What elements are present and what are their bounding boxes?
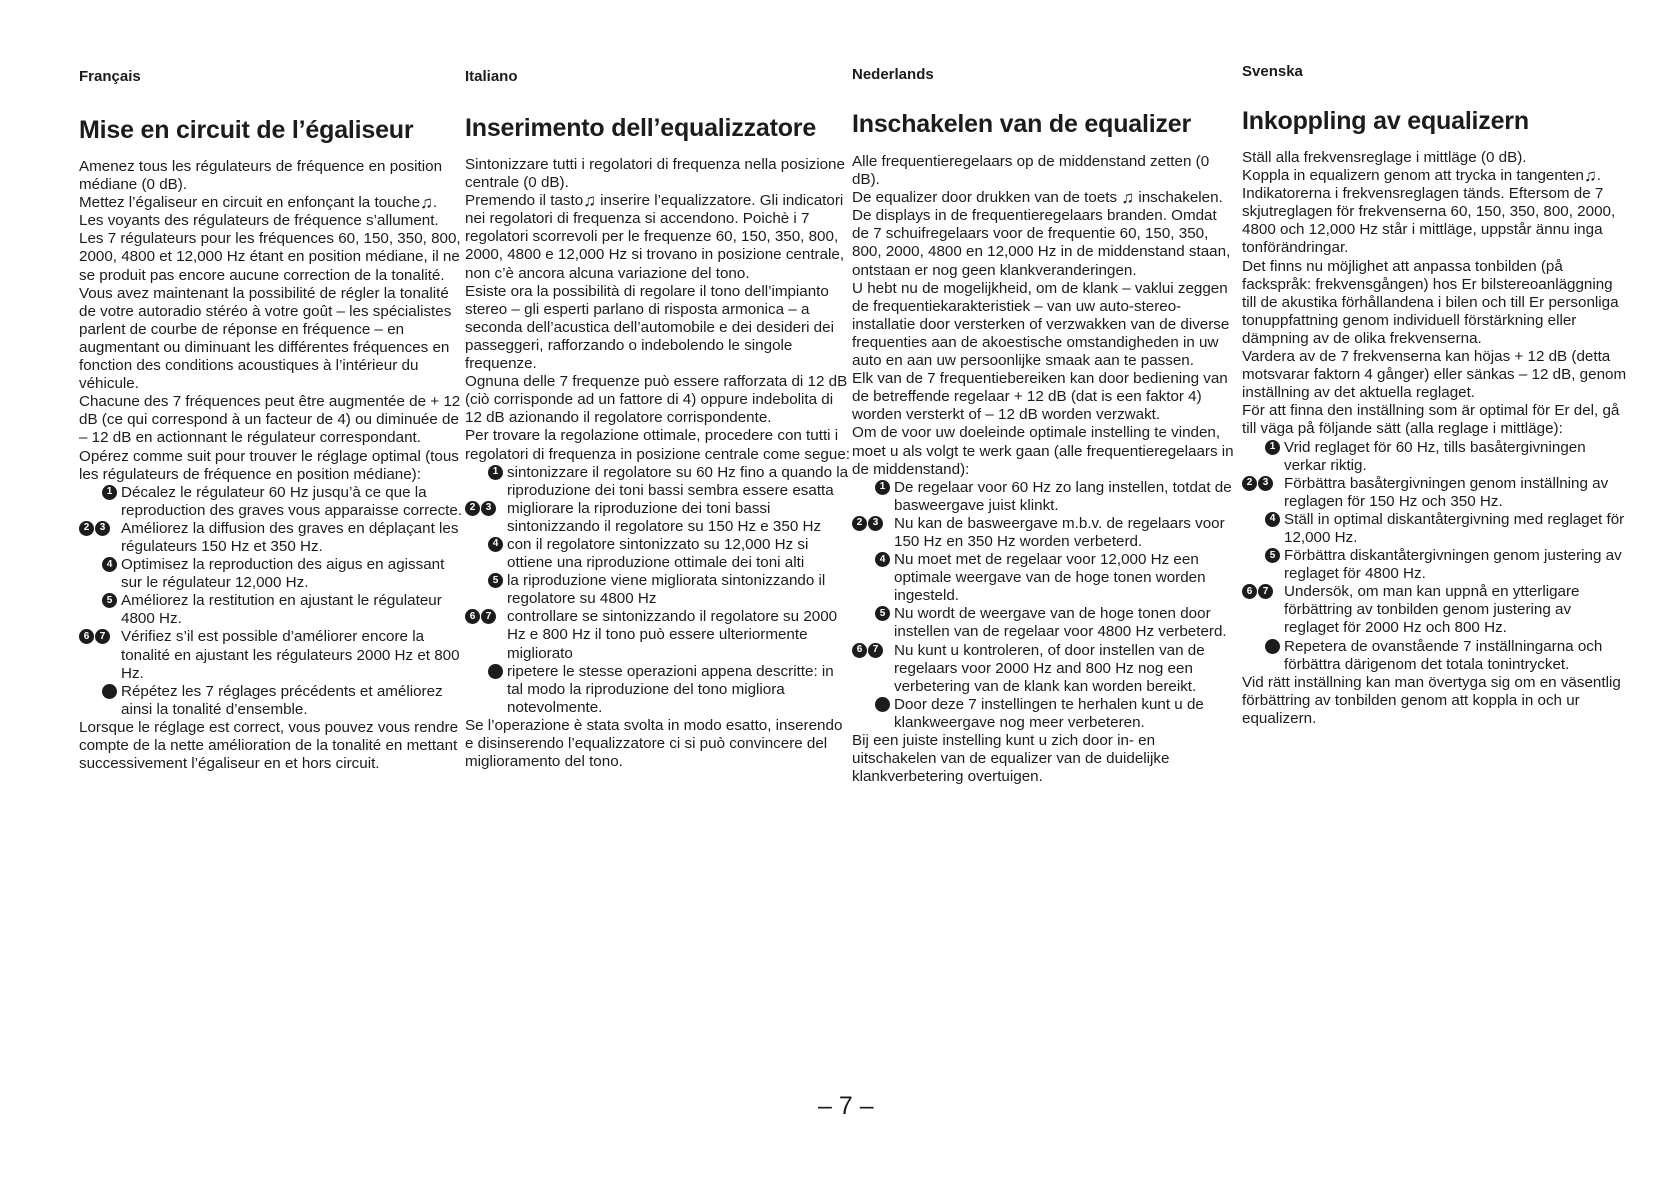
step-number-3-icon: 3 bbox=[95, 521, 110, 536]
step-item: 6 7 Nu kunt u kontroleren, of door instellen van de regelaars voor 2000 Hz and 800 Hz nog een verbetering van de klank kan worden bereikt. bbox=[852, 642, 1237, 696]
page-number: – 7 – bbox=[818, 1092, 874, 1120]
step-number-1-icon: 1 bbox=[102, 485, 117, 500]
step-item: 2 3 Améliorez la diffusion des graves en déplaçant les régulateurs 150 Hz et 350 Hz. bbox=[79, 520, 464, 556]
step-item: 6 7 Undersök, om man kan uppnå en ytterligare förbättring av tonbilden genom justering av reglaget för 2000 Hz och 800 Hz. bbox=[1242, 583, 1627, 637]
paragraph: Koppla in equalizern genom att trycka in tangenten♫. bbox=[1242, 166, 1601, 186]
step-number-6-icon: 6 bbox=[465, 609, 480, 624]
step-number-7-icon: 7 bbox=[481, 609, 496, 624]
step-bullet-icon bbox=[102, 684, 117, 699]
step-item: ripetere le stesse operazioni appena descritte: in tal modo la riproduzione del tono migliora notevolmente. bbox=[465, 663, 850, 717]
step-number-2-icon: 2 bbox=[465, 501, 480, 516]
step-number-7-icon: 7 bbox=[1258, 584, 1273, 599]
section-title: Mise en circuit de l’égaliseur bbox=[79, 116, 414, 144]
step-item: 4 Optimisez la reproduction des aigus en agissant sur le régulateur 12,000 Hz. bbox=[79, 556, 464, 592]
step-number-1-icon: 1 bbox=[488, 465, 503, 480]
music-note-key-icon: ♫ bbox=[1121, 188, 1135, 208]
step-number-7-icon: 7 bbox=[868, 643, 883, 658]
step-item: Répétez les 7 réglages précédents et améliorez ainsi la tonalité d’ensemble. bbox=[79, 683, 464, 719]
paragraph: Sintonizzare tutti i regolatori di frequenza nella posizione centrale (0 dB). bbox=[465, 156, 845, 192]
language-label: Svenska bbox=[1242, 63, 1303, 80]
step-number-1-icon: 1 bbox=[875, 480, 890, 495]
section-body bbox=[79, 158, 464, 773]
step-item: 1 Décalez le régulateur 60 Hz jusqu’à ce que la reproduction des graves vous apparaisse correcte. bbox=[79, 484, 464, 520]
paragraph: Amenez tous les régulateurs de fréquence en position médiane (0 dB). bbox=[79, 158, 443, 194]
step-number-6-icon: 6 bbox=[79, 629, 94, 644]
step-bullet-icon bbox=[1265, 639, 1280, 654]
step-number-4-icon: 4 bbox=[1265, 512, 1280, 527]
step-number-4-icon: 4 bbox=[488, 537, 503, 552]
step-number-5-icon: 5 bbox=[102, 593, 117, 608]
paragraph: Alle frequentieregelaars op de middenstand zetten (0 dB). bbox=[852, 153, 1210, 189]
step-number-6-icon: 6 bbox=[852, 643, 867, 658]
step-item: 2 3 Förbättra basåtergivningen genom inställning av reglagen för 150 Hz och 350 Hz. bbox=[1242, 475, 1627, 511]
paragraph: Ställ alla frekvensreglage i mittläge (0 dB). bbox=[1242, 149, 1527, 166]
step-number-7-icon: 7 bbox=[95, 629, 110, 644]
paragraph: Om de voor uw doeleinde optimale instelling te vinden, moet u als volgt te werk gaan (alle frequentieregelaars in de middenstand): bbox=[852, 424, 1234, 478]
section-body bbox=[1242, 149, 1627, 728]
section-body bbox=[465, 156, 850, 771]
paragraph: Vous avez maintenant la possibilité de régler la tonalité de votre autoradio stéréo à votre goût – les spécialistes parlent de courbe de réponse en fréquence – en augmentant ou diminuant les différentes fréquences en fonction des conditions acoustiques à l’intérieur du véhicule. bbox=[79, 284, 452, 393]
paragraph: Premendo il tasto♫ inserire l’equalizzatore. Gli indicatori nei regolatori di frequenza si accendono. Poichè i 7 regolatori scorrevoli per le frequenze 60, 150, 350, 800, 2000, 4800 e 12,000 Hz si trovano in posizione centrale, non c’è ancora alcuna variazione del tono. bbox=[465, 191, 845, 282]
music-note-key-icon: ♫ bbox=[1583, 166, 1597, 186]
step-number-5-icon: 5 bbox=[488, 573, 503, 588]
step-number-2-icon: 2 bbox=[1242, 476, 1257, 491]
paragraph: Lorsque le réglage est correct, vous pouvez vous rendre compte de la nette amélioration de la tonalité en mettant successivement l’égaliseur en et hors circuit. bbox=[79, 718, 459, 773]
paragraph: Vid rätt inställning kan man övertyga sig om en väsentlig förbättring av tonbilden genom att koppla in och ur equalizern. bbox=[1242, 673, 1621, 727]
paragraph: För att finna den inställning som är optimal för Er del, gå till väga på följande sätt (alla reglage i mittläge): bbox=[1242, 402, 1620, 438]
paragraph: Per trovare la regolazione ottimale, procedere con tutti i regolatori di frequenza in posizione centrale come segue: bbox=[465, 427, 850, 463]
step-number-2-icon: 2 bbox=[79, 521, 94, 536]
step-item: 6 7 controllare se sintonizzando il regolatore su 2000 Hz e 800 Hz il tono può essere ulteriormente migliorato bbox=[465, 608, 850, 662]
paragraph: De equalizer door drukken van de toets ♫ inschakelen. bbox=[852, 188, 1223, 208]
paragraph: U hebt nu de mogelijkheid, om de klank – vaklui zeggen de frequentiekarakteristiek – van uw auto-stereo-installatie door versterken of verzwakken van de diverse frequenties aan de akoestische omstandigheden in uw auto en aan uw persoonlijke smaak aan te passen. bbox=[852, 279, 1230, 370]
step-number-5-icon: 5 bbox=[875, 606, 890, 621]
paragraph: Ognuna delle 7 frequenze può essere rafforzata di 12 dB (ciò corrisponde ad un fattore di 4) oppure indebolita di 12 dB azionando il regolatore corrispondente. bbox=[465, 373, 848, 427]
music-note-key-icon: ♫ bbox=[583, 191, 596, 211]
step-item: 6 7 Vérifiez s’il est possible d’améliorer encore la tonalité en ajustant les régulateurs 2000 Hz et 800 Hz. bbox=[79, 628, 464, 682]
music-note-key-icon: ♫ bbox=[420, 193, 433, 213]
step-item: 5 Améliorez la restitution en ajustant le régulateur 4800 Hz. bbox=[79, 592, 464, 628]
section-title: Inschakelen van de equalizer bbox=[852, 110, 1191, 138]
step-number-1-icon: 1 bbox=[1265, 440, 1280, 455]
step-number-4-icon: 4 bbox=[875, 552, 890, 567]
step-item: 4 Ställ in optimal diskantåtergivning med reglaget för 12,000 Hz. bbox=[1242, 511, 1627, 547]
step-item: 2 3 migliorare la riproduzione dei toni bassi sintonizzando il regolatore su 150 Hz e 350 Hz bbox=[465, 500, 850, 536]
language-label: Italiano bbox=[465, 68, 518, 85]
language-label: Français bbox=[79, 68, 141, 85]
step-item: 5 Förbättra diskantåtergivningen genom justering av reglaget för 4800 Hz. bbox=[1242, 547, 1627, 583]
step-number-4-icon: 4 bbox=[102, 557, 117, 572]
step-item: 5 la riproduzione viene migliorata sintonizzando il regolatore su 4800 Hz bbox=[465, 572, 850, 608]
paragraph: Bij een juiste instelling kunt u zich door in- en uitschakelen van de equalizer van de duidelijke klankverbetering overtuigen. bbox=[852, 732, 1170, 786]
step-number-3-icon: 3 bbox=[868, 516, 883, 531]
step-item: 4 Nu moet met de regelaar voor 12,000 Hz een optimale weergave van de hoge tonen worden ingesteld. bbox=[852, 551, 1237, 605]
step-item: 1 sintonizzare il regolatore su 60 Hz fino a quando la riproduzione dei toni bassi sembra essere esatta bbox=[465, 464, 850, 500]
paragraph: Det finns nu möjlighet att anpassa tonbilden (på fackspråk: frekvensgången) hos Er bilstereoanläggning till de akustika förhållandena i bilen och till Er personliga tonuppfattning genom individuell förstärkning eller dämpning av de olika frekvenserna. bbox=[1242, 257, 1619, 347]
step-number-3-icon: 3 bbox=[481, 501, 496, 516]
paragraph: Se l’operazione è stata svolta in modo esatto, inserendo e disinserendo l’equalizzatore ci si può convincere del miglioramento del tono. bbox=[465, 716, 843, 771]
step-item: 5 Nu wordt de weergave van de hoge tonen door instellen van de regelaar voor 4800 Hz verbeterd. bbox=[852, 605, 1237, 641]
step-bullet-icon bbox=[875, 697, 890, 712]
paragraph: Mettez l’égaliseur en circuit en enfonçant la touche♫. Les voyants des régulateurs de fréquence s’allument. Les 7 régulateurs pour les fréquences 60, 150, 350, 800, 2000, 4800 et 12,000 Hz étant en position médiane, il ne se produit pas encore aucune correction de la tonalité. bbox=[79, 193, 461, 284]
step-item: 4 con il regolatore sintonizzato su 12,000 Hz si ottiene una riproduzione ottimale dei toni alti bbox=[465, 536, 850, 572]
step-bullet-icon bbox=[488, 664, 503, 679]
step-item: 2 3 Nu kan de basweergave m.b.v. de regelaars voor 150 Hz en 350 Hz worden verbeterd. bbox=[852, 515, 1237, 551]
paragraph: Chacune des 7 fréquences peut être augmentée de + 12 dB (ce qui correspond à un facteur de 4) ou diminuée de – 12 dB en actionnant le régulateur correspondant. bbox=[79, 393, 461, 447]
paragraph: Elk van de 7 frequentiebereiken kan door bediening van de betreffende regelaar + 12 dB (dat is een faktor 4) worden versterkt of – 12 dB worden verzwakt. bbox=[852, 370, 1228, 424]
section-title: Inkoppling av equalizern bbox=[1242, 107, 1529, 135]
step-number-3-icon: 3 bbox=[1258, 476, 1273, 491]
paragraph: Esiste ora la possibilità di regolare il tono dell’impianto stereo – gli esperti parlano di risposta armonica – a seconda dell’acustica dell’automobile e dei desideri dei passeggeri, rafforzando o indebolendo le singole frequenze. bbox=[465, 282, 834, 373]
step-number-2-icon: 2 bbox=[852, 516, 867, 531]
paragraph: Opérez comme suit pour trouver le réglage optimal (tous les régulateurs de fréquence en position médiane): bbox=[79, 447, 459, 483]
step-item: Repetera de ovanstående 7 inställningarna och förbättra därigenom det totala tonintrycket. bbox=[1242, 638, 1627, 674]
step-item: 1 Vrid reglaget för 60 Hz, tills basåtergivningen verkar riktig. bbox=[1242, 439, 1627, 475]
section-body bbox=[852, 153, 1237, 786]
paragraph: Indikatorerna i frekvensreglagen tänds. Eftersom de 7 skjutreglagen för frekvenserna 60, 150, 350, 800, 2000, 4800 och 12,000 Hz står i mittläge, uppstår ännu inga tonförändringar. bbox=[1242, 185, 1616, 257]
section-title: Inserimento dell’equalizzatore bbox=[465, 114, 817, 142]
step-item: Door deze 7 instellingen te herhalen kunt u de klankweergave nog meer verbeteren. bbox=[852, 696, 1237, 732]
language-label: Nederlands bbox=[852, 66, 934, 83]
step-item: 1 De regelaar voor 60 Hz zo lang instellen, totdat de basweergave juist klinkt. bbox=[852, 479, 1237, 515]
step-number-5-icon: 5 bbox=[1265, 548, 1280, 563]
paragraph: Vardera av de 7 frekvenserna kan höjas + 12 dB (detta motsvarar faktorn 4 gånger) eller sänkas – 12 dB, genom inställning av det aktuella reglaget. bbox=[1242, 348, 1627, 402]
step-number-6-icon: 6 bbox=[1242, 584, 1257, 599]
paragraph: De displays in de frequentieregelaars branden. Omdat de 7 schuifregelaars voor de frequentie 60, 150, 350, 800, 2000, 4800 en 12,000 Hz in de middenstand staan, ontstaan er nog geen klankveranderingen. bbox=[852, 207, 1231, 279]
